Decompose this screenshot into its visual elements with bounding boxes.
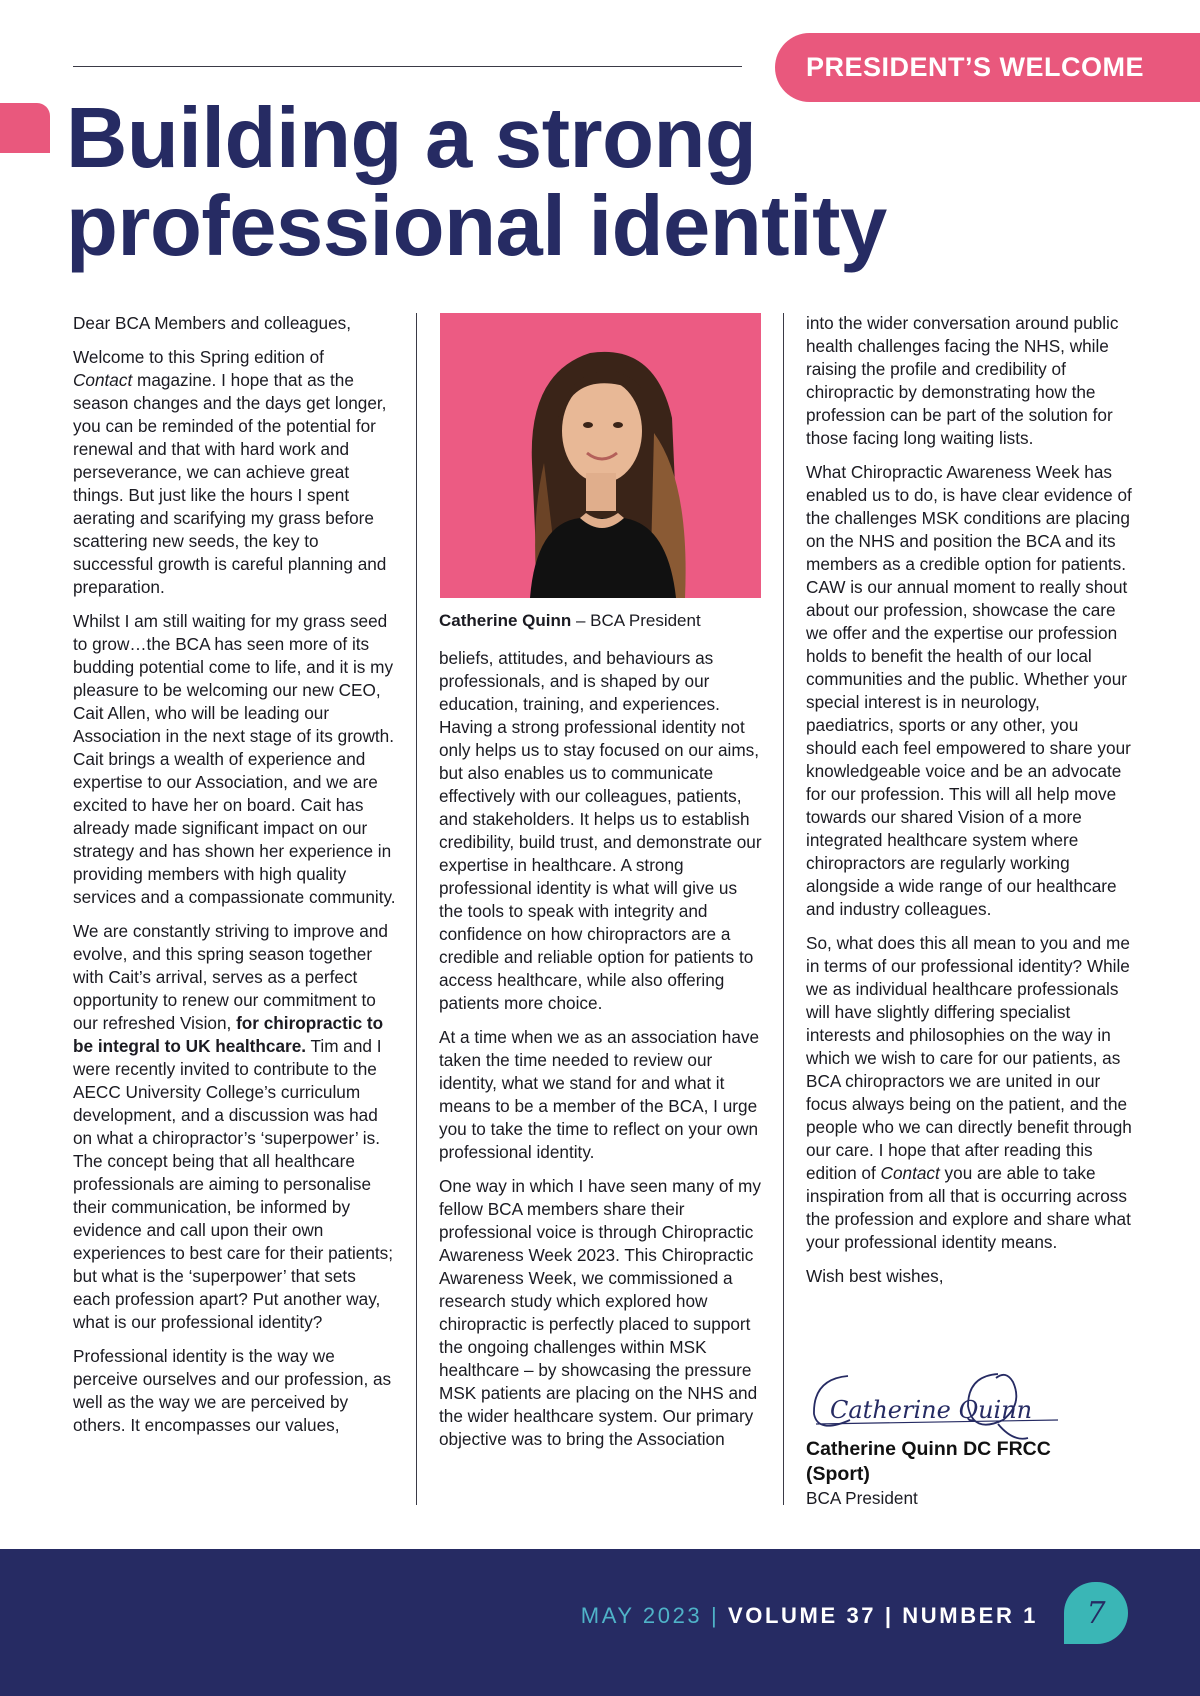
signatory-name: Catherine Quinn DC FRCC (Sport) [806,1438,1051,1485]
paragraph-text: magazine. I hope that as the season changes and the days get longer, you can be reminded of the potential for renewal and that with hard work and perseverance, we can achieve great things. But just like the hours I spent aerating and scarifying my grass before scattering new seeds, the key to successful growth is careful planning and preparation. [73,370,387,597]
paragraph [73,920,396,1334]
handwritten-signature [808,1354,1068,1444]
column-2 [439,647,765,1462]
paragraph-text: So, what does this all mean to you and me in terms of our professional identity? While we as individual healthcare professionals will have slightly differing specialist interests and philosophies on the way in which we wish to care for our patients, as BCA chiropractors we are united in our focus always being on the patient, and the people who we can directly benefit through our care. I hope that after reading this edition of [806,933,1132,1183]
magazine-title: Contact [73,370,133,390]
section-label: PRESIDENT’S WELCOME [775,33,1200,102]
column-1 [73,312,396,1448]
caption-name: Catherine Quinn [439,611,572,630]
issue-date: MAY 2023 | [580,1603,729,1628]
caption-role: – BCA President [571,611,701,630]
pink-accent-shape [0,103,50,153]
paragraph: What Chiropractic Awareness Week has enabled us to do, is have clear evidence of the challenges MSK conditions are placing on the NHS and position the BCA and its members as a credible option for patients. CAW is our annual moment to really shout about our profession, showcase the care we offer and the expertise our profession holds to benefit the health of our local communities and the public. Whether your special interest is in neurology, paediatrics, sports or any other, you should each feel empowered to share your knowledgeable voice and be an advocate for our profession. This will all help move towards our shared Vision of a more integrated healthcare system where chiropractors are regularly working alongside a wide range of our healthcare and industry colleagues. [806,462,1132,919]
headline-line-2: professional identity [66,179,887,274]
issue-volume: VOLUME 37 | NUMBER 1 [728,1603,1038,1628]
column-divider-2 [783,313,784,1505]
paragraph-text: We are constantly striving to improve and evolve, and this spring season together with Cait’s arrival, serves as a perfect opportunity to renew our commitment to our refreshed Vision, [73,921,388,1033]
paragraph-text: Welcome to this Spring edition of [73,347,324,367]
paragraph: Professional identity is the way we perceive ourselves and our profession, as well as the way we are perceived by others. It encompasses our values, [73,1346,392,1435]
headline-line-1: Building a strong [66,91,757,186]
vision-statement: for chiropractic to be integral to UK healthcare. [73,1013,384,1056]
paragraph: Whilst I am still waiting for my grass seed to grow…the BCA has seen more of its budding potential come to life, and it is my pleasure to be welcoming our new CEO, Cait Allen, who will be leading our Association in the next stage of its growth. Cait brings a wealth of experience and expertise to our Association, and we are excited to have her on board. Cait has already made significant impact on our strategy and has shown her experience in providing members with high quality services and a compassionate community. [73,611,396,907]
paragraph-text: you are able to take inspiration from all that is occurring across the profession and explore and share what your professional identity means. [806,1163,1131,1252]
paragraph: One way in which I have seen many of my fellow BCA members share their professional voice is through Chiropractic Awareness Week 2023. This Chiropractic Awareness Week, we commissioned a research study which explored how chiropractic is perfectly placed to support the ongoing challenges within MSK healthcare – by showcasing the pressure MSK patients are placing on the NHS and the wider healthcare system. Our primary objective was to bring the Association [439,1176,761,1449]
paragraph [73,346,396,599]
column-divider-1 [416,313,417,1505]
photo-caption [439,611,701,631]
paragraph: into the wider conversation around public health challenges facing the NHS, while raising the profile and credibility of chiropractic by demonstrating how the profession can be part of the solution for those facing long waiting lists. [806,313,1119,448]
president-photo [440,313,761,598]
salutation: Dear BCA Members and colleagues, [73,313,352,333]
signature-text: Catherine Quinn [830,1396,1033,1424]
paragraph [806,932,1132,1254]
headline [66,91,1066,274]
top-rule [73,66,742,67]
portrait-illustration [440,313,761,598]
paragraph-text: Tim and I were recently invited to contribute to the AECC University College’s curriculum development, and a discussion was had on what a chiropractor’s ‘superpower’ is. The concept being that all healthcare professionals are aiming to personalise their communication, be informed by evidence and call upon their own experiences to best care for their patients; but what is the ‘superpower’ that sets each profession apart? Put another way, what is our professional identity? [73,1036,394,1332]
magazine-title: Contact [880,1163,940,1183]
column-3 [806,312,1132,1299]
signatory-role: BCA President [806,1488,918,1508]
paragraph: beliefs, attitudes, and behaviours as professionals, and is shaped by our education, training, and experiences. Having a strong professional identity not only helps us to stay focused on our aims, but also enables us to communicate effectively with our colleagues, patients, and stakeholders. It helps us to establish credibility, build trust, and demonstrate our expertise in healthcare. A strong professional identity is what will give us the tools to speak with integrity and confidence on how chiropractors are a credible and reliable option for patients to access healthcare, while also offering patients more choice. [439,648,762,1013]
paragraph: At a time when we as an association have taken the time needed to review our identity, what we stand for and what it means to be a member of the BCA, I urge you to take the time to reflect on your own professional identity. [439,1027,760,1162]
page-number: 7 [1064,1582,1128,1644]
closing-line: Wish best wishes, [806,1266,944,1286]
issue-info [581,1603,1038,1629]
